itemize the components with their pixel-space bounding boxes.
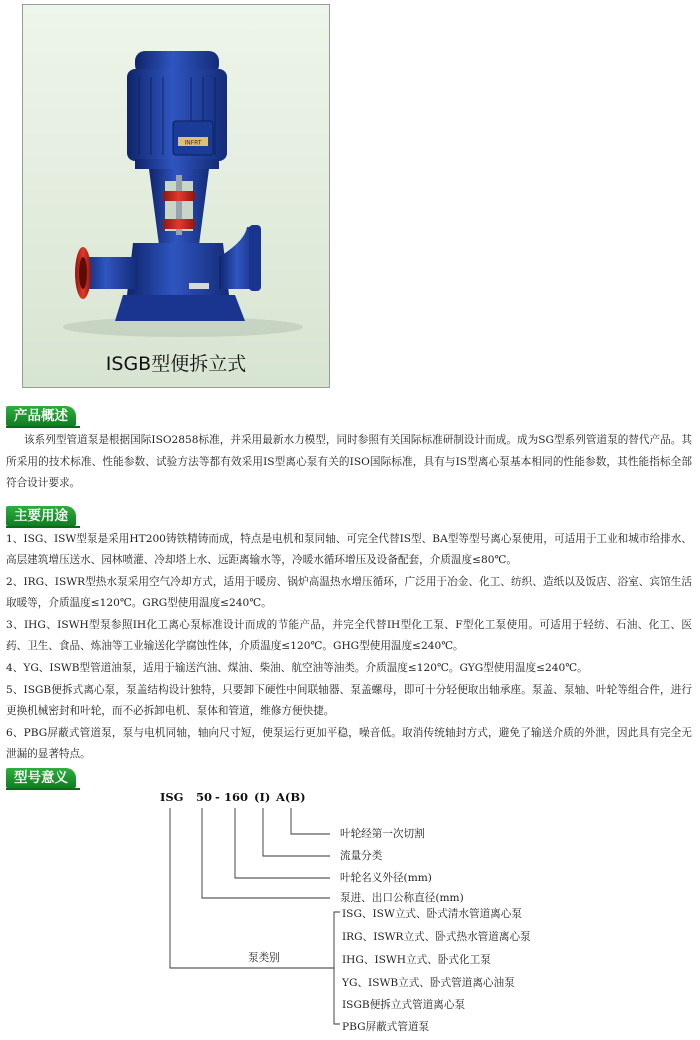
category-item-3: IHG、ISWH立式、卧式化工泵	[342, 954, 491, 966]
usage-item-1: 1、ISG、ISW型泵是采用HT200铸铁精铸而成，特点是电机和泵同轴、可完全代替IS型、BA型等型号离心泵使用，可适用于工业和城市给排水、高层建筑增压送水、园林喷灌、冷却塔上水、远距离输水等，冷暖水循环增压及设备配套，介质温度≤80℃。	[6, 533, 692, 566]
category-item-6: PBG屏蔽式管道泵	[342, 1021, 430, 1033]
code-part-diameter: 50	[196, 790, 213, 804]
usage-item-6: 6、PBG屏蔽式管道泵，泵与电机同轴，轴向尺寸短，使泵运行更加平稳，噪音低。取消传统轴封方式，避免了输送介质的外泄，因此具有完全无泄漏的显著特点。	[6, 727, 692, 760]
usage-item-4: 4、YG、ISWB型管道油泵，适用于输送汽油、煤油、柴油、航空油等油类。介质温度≤120℃。GYG型使用温度≤240℃。	[6, 662, 588, 674]
usage-item-5: 5、ISGB便拆式离心泵，泵盖结构设计独特，只要卸下硬性中间联轴器、泵盖螺母，即可十分轻便取出轴承座。泵盖、泵轴、叶轮等组合件，进行更换机械密封和叶轮，而不必拆卸电机、泵体和管道，维修方便快捷。	[6, 684, 692, 717]
category-label: 泵类别	[248, 952, 280, 964]
code-part-dash: -	[215, 790, 220, 804]
overview-heading: 产品概述	[6, 406, 76, 426]
overview-text: 该系列型管道泵是根据国际ISO2858标准，并采用最新水力模型，同时参照有关国际标准研制设计而成。成为SG型系列管道泵的替代产品。其所采用的技术标准、性能参数、试验方法等都有效采用IS型离心泵有关的ISO国际标准，具有与IS型离心泵基本相同的性能参数，其性能指标全部符合设计要求。	[6, 434, 692, 489]
usage-item-2: 2、IRG、ISWR型热水泵采用空气冷却方式，适用于暖房、锅炉高温热水增压循环，广泛用于冶金、化工、纺织、造纸以及饭店、浴室、宾馆生活取暖等，介质温度≤120℃。GRG型使用温度≤240℃。	[6, 576, 692, 609]
photo-caption: ISGB型便拆立式	[105, 353, 247, 375]
code-part-isg: ISG	[160, 790, 184, 804]
usage-item-3: 3、IHG、ISWH型泵参照IH化工离心泵标准设计而成的节能产品，并完全代替IH型化工泵、F型化工泵使用。可适用于轻纺、石油、化工、医药、卫生、食品、炼油等工业输送化学腐蚀性体，介质温度≤120℃。GHG型使用温度≤240℃。	[6, 619, 692, 652]
category-item-4: YG、ISWB立式、卧式管道离心油泵	[342, 977, 515, 989]
usage-heading: 主要用途	[6, 506, 76, 526]
category-item-5: ISGB便拆立式管道离心泵	[342, 999, 466, 1011]
meaning-diameter: 泵进、出口公称直径(mm)	[340, 892, 464, 904]
motor-badge: INFRT	[184, 139, 202, 147]
code-part-cut: A(B)	[276, 790, 306, 804]
model-heading: 型号意义	[6, 768, 76, 788]
meaning-cut: 叶轮经第一次切割	[340, 828, 425, 840]
category-item-2: IRG、ISWR立式、卧式热水管道离心泵	[342, 931, 531, 943]
code-part-flow: (I)	[254, 790, 271, 804]
meaning-impeller: 叶轮名义外径(mm)	[340, 872, 432, 884]
meaning-flow: 流量分类	[340, 850, 383, 862]
category-item-1: ISG、ISW立式、卧式清水管道离心泵	[342, 908, 522, 920]
code-part-impeller: 160	[224, 790, 249, 804]
